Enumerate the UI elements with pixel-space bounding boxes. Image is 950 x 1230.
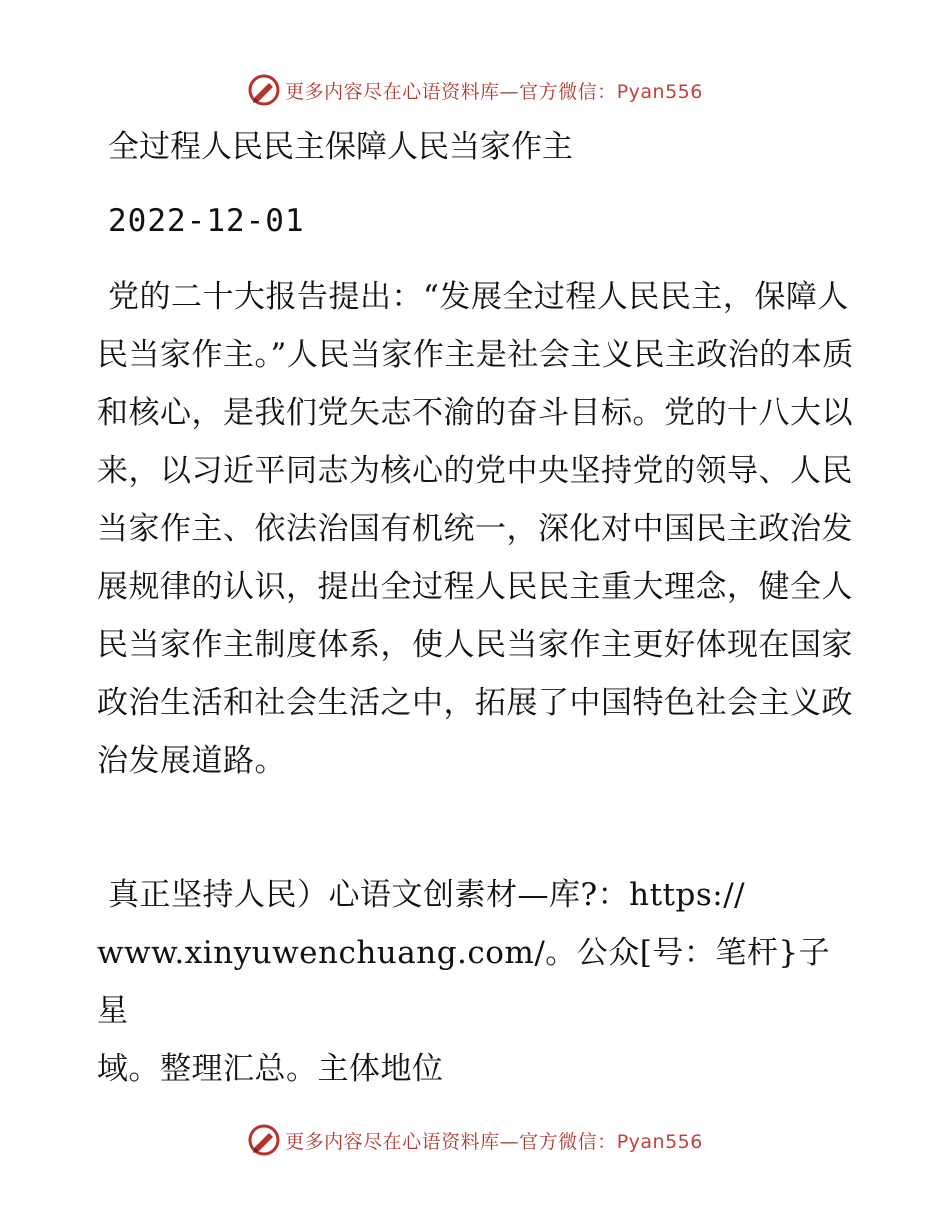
paragraph-2-line-1-text: 真正坚持人民）心语文创素材—库?：https:// (108, 877, 746, 913)
paragraph-2-line-3 (97, 1040, 857, 1098)
footer-banner-separator: — (499, 1130, 520, 1153)
article-paragraph-1: 党的二十大报告提出：“发展全过程人民民主，保障人民当家作主。”人民当家作主是社会主义民主政治的本质和核心，是我们党矢志不渝的奋斗目标。党的十八大以来，以习近平同志为核心的党中央坚持党的领导、人民当家作主、依法治国有机统一，深化对中国民主政治发展规律的认识，提出全过程人民民主重大理念，健全人民当家作主制度体系，使人民当家作主更好体现在国家政治生活和社会生活之中，拓展了中国特色社会主义政治发展道路。 (97, 279, 854, 779)
footer-banner-text (285, 1127, 703, 1154)
pen-logo-icon (247, 1123, 281, 1157)
banner-contact-id: Pyan556 (616, 80, 703, 103)
article-date: 2022-12-01 (108, 203, 305, 239)
banner-contact-label: 官方微信： (519, 80, 617, 103)
pen-logo-icon (247, 73, 281, 107)
banner-main-text: 更多内容尽在心语资料库 (285, 80, 500, 103)
paragraph-2-line-3-text: 域。整理汇总。主体地位 (97, 1051, 444, 1087)
banner-text (285, 77, 703, 104)
header-banner (0, 70, 950, 110)
paragraph-2-line-1 (97, 866, 857, 924)
footer-banner-contact-id: Pyan556 (616, 1130, 703, 1153)
banner-separator: — (499, 80, 520, 103)
paragraph-2-line-2-text: www.xinyuwenchuang.com/。公众[号：笔杆}子星 (97, 935, 831, 1029)
footer-banner-main-text: 更多内容尽在心语资料库 (285, 1130, 500, 1153)
article-paragraph-2 (97, 866, 857, 1098)
footer-banner-contact-label: 官方微信： (519, 1130, 617, 1153)
footer-banner (0, 1120, 950, 1160)
article-title: 全过程人民民主保障人民当家作主 (108, 129, 573, 165)
paragraph-2-line-2 (97, 924, 857, 1040)
